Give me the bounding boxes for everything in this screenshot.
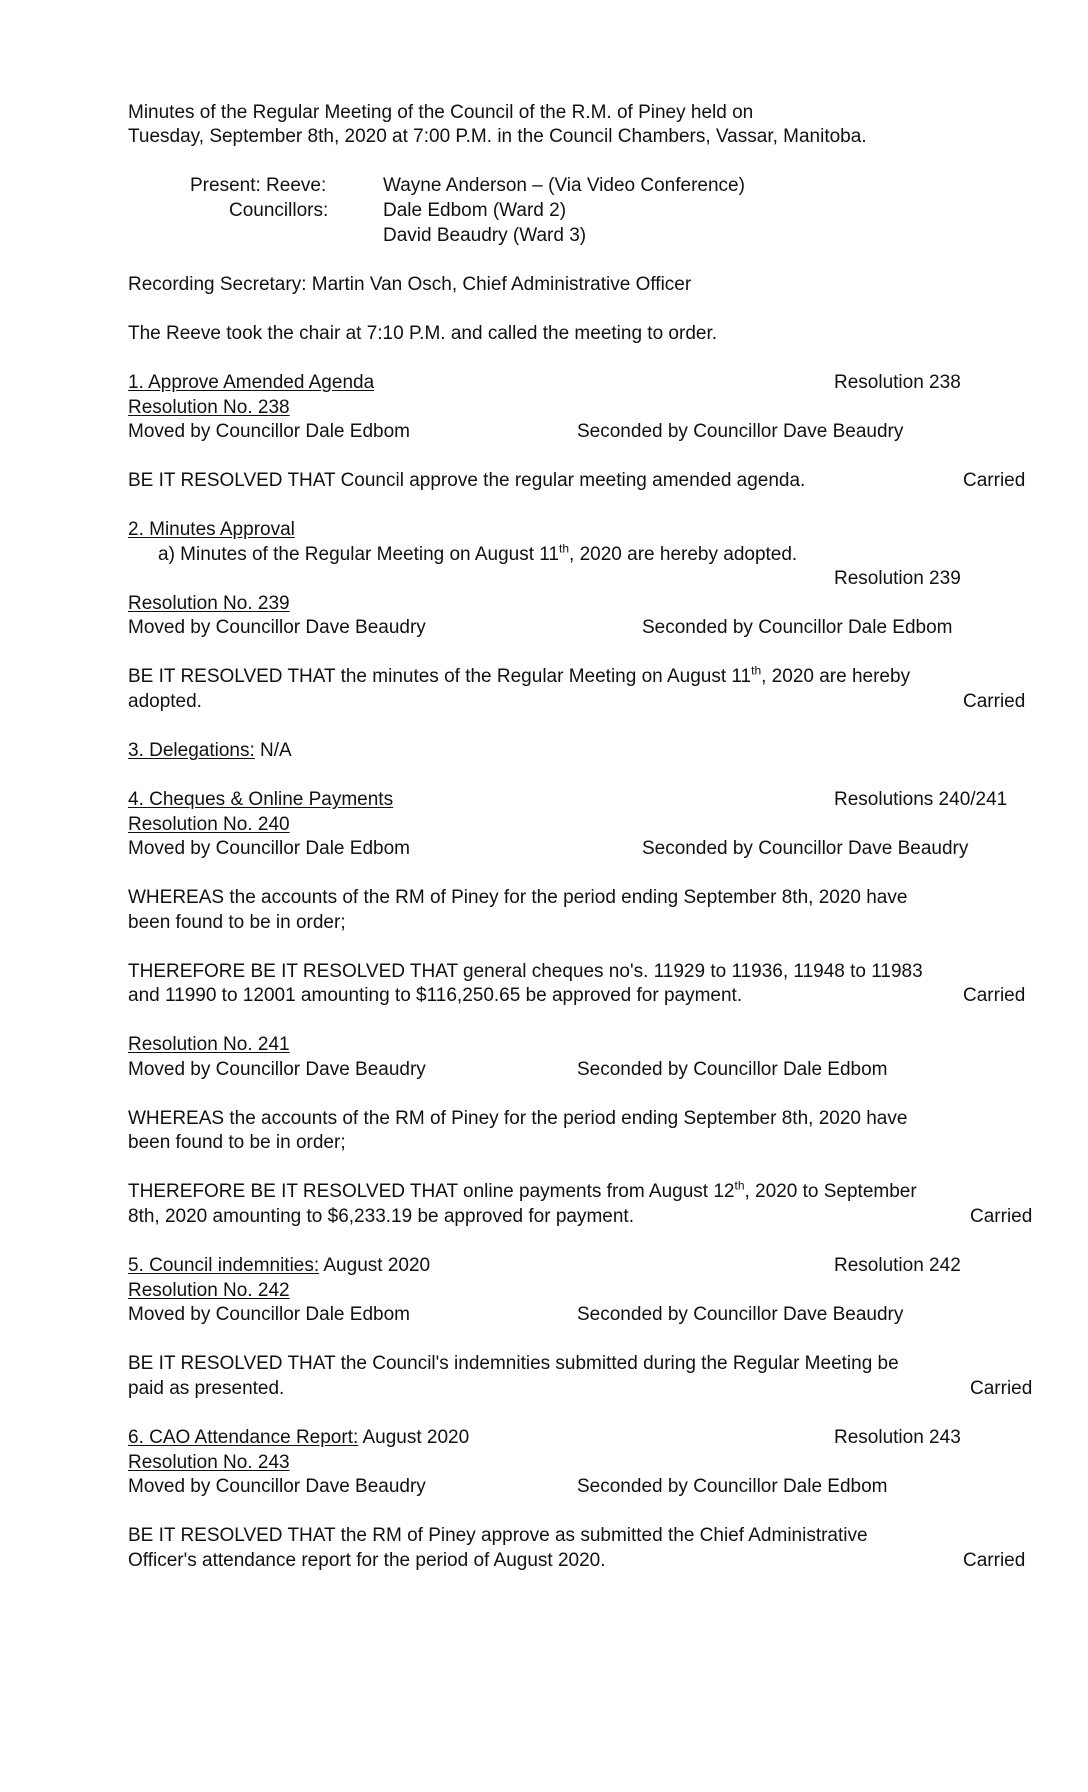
- resolution-242-text-line-2: paid as presented.: [128, 1378, 285, 1399]
- resolution-241-number: Resolution No. 241: [128, 1034, 290, 1055]
- item-2-resolution-tag: Resolution 239: [834, 568, 961, 589]
- resolution-243-status: Carried: [963, 1550, 1026, 1571]
- resolution-241-moved: Moved by Councillor Dave Beaudry: [128, 1059, 426, 1080]
- item-6-value: August 2020: [358, 1427, 470, 1448]
- item-4-resolution-tag: Resolutions 240/241: [834, 789, 1008, 810]
- resolution-242-status: Carried: [970, 1378, 1033, 1399]
- resolution-241-status: Carried: [970, 1206, 1033, 1227]
- resolution-240-therefore-line-1: THEREFORE BE IT RESOLVED THAT general cheques no's. 11929 to 11936, 11948 to 11983: [128, 961, 923, 982]
- resolution-238-text: BE IT RESOLVED THAT Council approve the regular meeting amended agenda.: [128, 470, 806, 491]
- item-2-heading: 2. Minutes Approval: [128, 519, 295, 540]
- item-3-heading: 3. Delegations:: [128, 740, 255, 761]
- item-2-sub-a: a) Minutes of the Regular Meeting on August 11th, 2020 are hereby adopted.: [158, 541, 798, 565]
- resolution-241-therefore-line-1: THEREFORE BE IT RESOLVED THAT online payments from August 12th, 2020 to September: [128, 1178, 917, 1202]
- resolution-241-seconded: Seconded by Councillor Dale Edbom: [577, 1059, 888, 1080]
- resolution-240-whereas-line-2: been found to be in order;: [128, 912, 346, 933]
- item-1-resolution-tag: Resolution 238: [834, 372, 961, 393]
- resolution-240-whereas-line-1: WHEREAS the accounts of the RM of Piney for the period ending September 8th, 2020 have: [128, 887, 908, 908]
- resolution-238-seconded: Seconded by Councillor Dave Beaudry: [577, 421, 904, 442]
- resolution-238-status: Carried: [963, 470, 1026, 491]
- reeve-name: Wayne Anderson – (Via Video Conference): [383, 175, 745, 196]
- councillor-2: David Beaudry (Ward 3): [383, 225, 587, 246]
- resolution-242-text-line-1: BE IT RESOLVED THAT the Council's indemnities submitted during the Regular Meeting be: [128, 1353, 899, 1374]
- resolution-240-number: Resolution No. 240: [128, 814, 290, 835]
- resolution-240-seconded: Seconded by Councillor Dave Beaudry: [642, 838, 969, 859]
- resolution-242-number: Resolution No. 242: [128, 1280, 290, 1301]
- resolution-240-therefore-line-2: and 11990 to 12001 amounting to $116,250.65 be approved for payment.: [128, 985, 743, 1006]
- resolution-239-text-line-1: BE IT RESOLVED THAT the minutes of the Regular Meeting on August 11th, 2020 are hereby: [128, 663, 911, 687]
- call-to-order: The Reeve took the chair at 7:10 P.M. and called the meeting to order.: [128, 323, 718, 344]
- recording-secretary: Recording Secretary: Martin Van Osch, Chief Administrative Officer: [128, 274, 692, 295]
- resolution-242-seconded: Seconded by Councillor Dave Beaudry: [577, 1304, 904, 1325]
- resolution-239-moved: Moved by Councillor Dave Beaudry: [128, 617, 426, 638]
- header-line-2: Tuesday, September 8th, 2020 at 7:00 P.M. in the Council Chambers, Vassar, Manitoba.: [128, 126, 867, 147]
- item-3-value: N/A: [254, 740, 292, 761]
- item-5-value: August 2020: [319, 1255, 431, 1276]
- resolution-239-number: Resolution No. 239: [128, 593, 290, 614]
- resolution-240-status: Carried: [963, 985, 1026, 1006]
- resolution-243-text-line-2: Officer's attendance report for the period of August 2020.: [128, 1550, 606, 1571]
- resolution-239-status: Carried: [963, 691, 1026, 712]
- resolution-238-number: Resolution No. 238: [128, 397, 290, 418]
- item-1-heading: 1. Approve Amended Agenda: [128, 372, 375, 393]
- resolution-243-text-line-1: BE IT RESOLVED THAT the RM of Piney approve as submitted the Chief Administrative: [128, 1525, 868, 1546]
- item-5-line: [128, 1253, 430, 1278]
- item-5-resolution-tag: Resolution 242: [834, 1255, 961, 1276]
- councillor-1: Dale Edbom (Ward 2): [383, 200, 567, 221]
- item-4-heading: 4. Cheques & Online Payments: [128, 789, 394, 810]
- resolution-242-moved: Moved by Councillor Dale Edbom: [128, 1304, 410, 1325]
- item-6-heading: 6. CAO Attendance Report:: [128, 1427, 359, 1448]
- resolution-241-whereas-line-2: been found to be in order;: [128, 1132, 346, 1153]
- resolution-240-moved: Moved by Councillor Dale Edbom: [128, 838, 410, 859]
- resolution-243-seconded: Seconded by Councillor Dale Edbom: [577, 1476, 888, 1497]
- present-reeve-label: Present: Reeve:: [190, 175, 327, 196]
- resolution-238-moved: Moved by Councillor Dale Edbom: [128, 421, 410, 442]
- resolution-239-text-line-2: adopted.: [128, 691, 202, 712]
- resolution-243-moved: Moved by Councillor Dave Beaudry: [128, 1476, 426, 1497]
- resolution-241-whereas-line-1: WHEREAS the accounts of the RM of Piney for the period ending September 8th, 2020 have: [128, 1108, 908, 1129]
- councillors-label: Councillors:: [229, 200, 329, 221]
- resolution-243-number: Resolution No. 243: [128, 1452, 290, 1473]
- resolution-239-seconded: Seconded by Councillor Dale Edbom: [642, 617, 953, 638]
- resolution-241-therefore-line-2: 8th, 2020 amounting to $6,233.19 be approved for payment.: [128, 1206, 634, 1227]
- item-5-heading: 5. Council indemnities:: [128, 1255, 320, 1276]
- item-6-resolution-tag: Resolution 243: [834, 1427, 961, 1448]
- item-3-line: [128, 738, 292, 763]
- header-line-1: Minutes of the Regular Meeting of the Council of the R.M. of Piney held on: [128, 102, 754, 123]
- item-6-line: [128, 1425, 469, 1450]
